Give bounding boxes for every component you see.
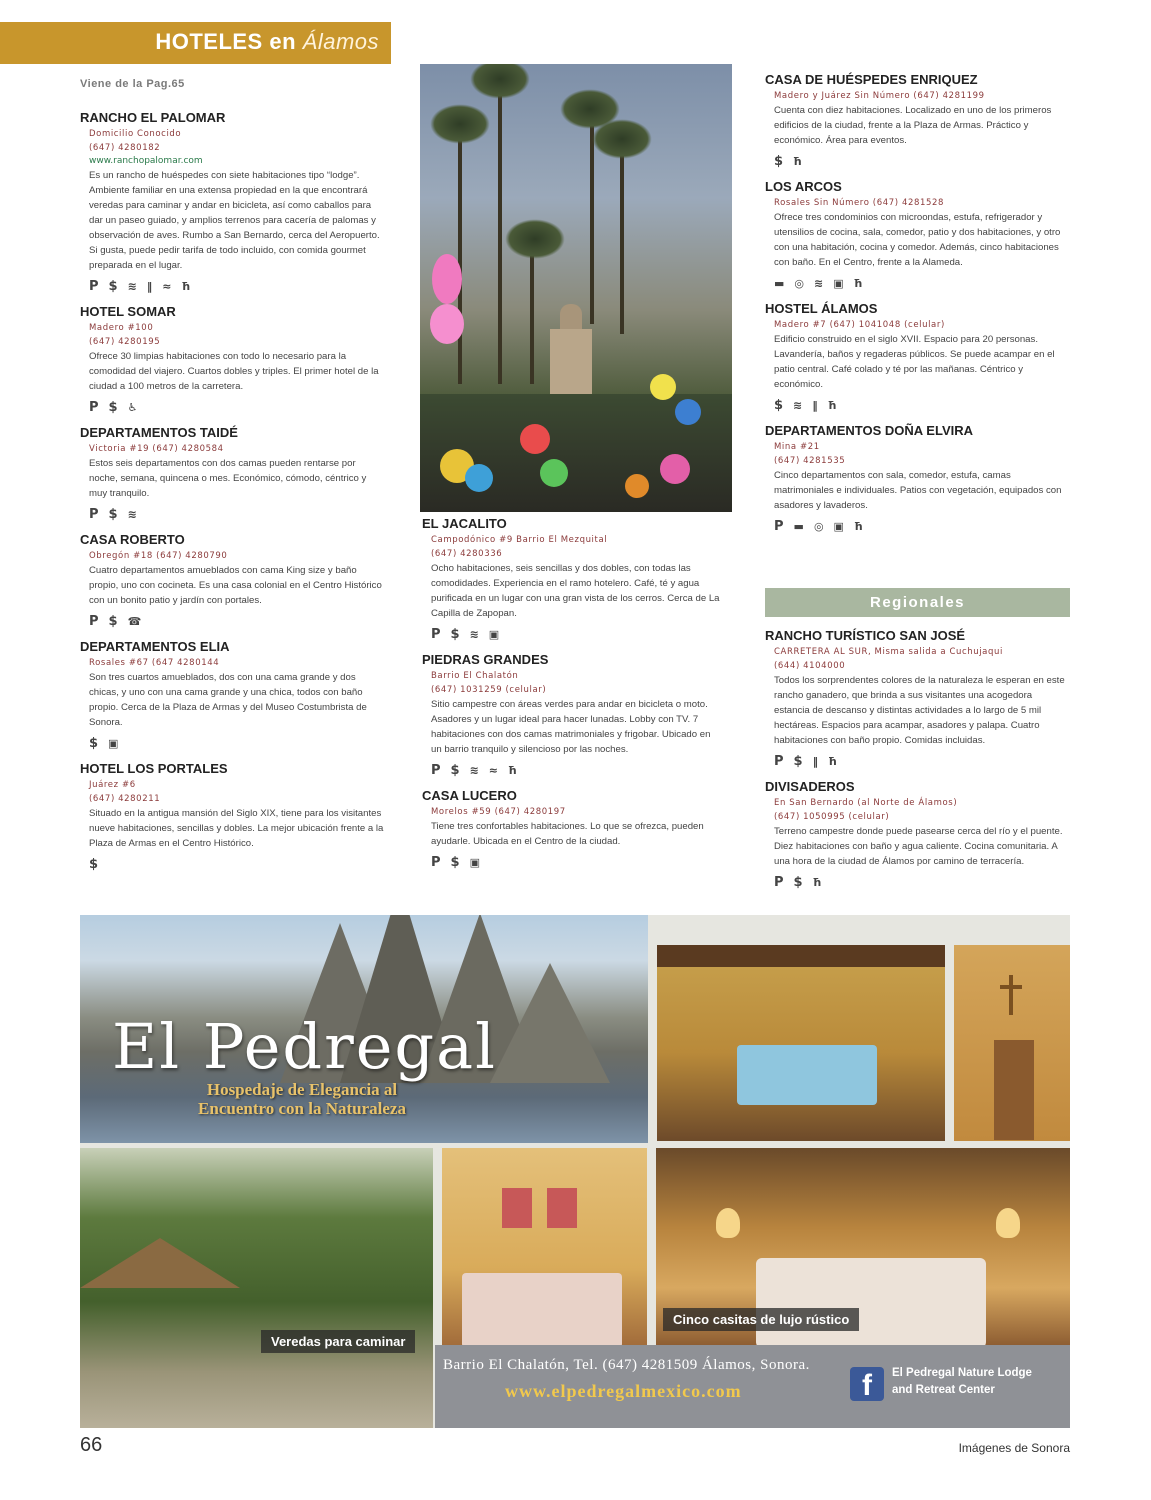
parking-icon: P: [89, 399, 99, 415]
caption-trails: Veredas para caminar: [261, 1330, 415, 1353]
amenity-icons: [774, 396, 1070, 414]
listing-body: [422, 533, 722, 643]
listing-description: Edificio construido en el siglo XVII. Espacio para 20 personas. Lavandería, baños y regaderas públicos. Se puede acampar en el patio central. Café colado y té por las mañanas. Céntrico y económico.: [774, 334, 1055, 390]
listing-name: EL JACALITO: [422, 516, 507, 531]
listing-entry: [80, 532, 385, 630]
column-middle: [422, 516, 722, 880]
ad-website-link[interactable]: www.elpedregalmexico.com: [505, 1381, 742, 1401]
listing-body: [765, 796, 1070, 891]
tv-icon: ▣: [108, 736, 119, 750]
listing-address: Campodónico #9 Barrio El Mezquital: [431, 535, 608, 545]
pets-icon: ħ: [793, 154, 802, 168]
listing-body: [765, 196, 1070, 292]
amenity-icons: [431, 761, 722, 779]
pets-icon: ħ: [827, 398, 837, 412]
pets-icon: ħ: [853, 276, 863, 290]
pool-icon: ≈: [488, 763, 499, 777]
listing-entry: [422, 516, 722, 643]
listing-address: Obregón #18 (647) 4280790: [89, 551, 228, 561]
listing-address: Rosales #67 (647 4280144: [89, 658, 220, 668]
listing-address: Victoria #19 (647) 4280584: [89, 444, 224, 454]
price-icon: $: [108, 399, 118, 415]
ad-subtitle: Hospedaje de Elegancia al Encuentro con la Naturaleza: [198, 1080, 406, 1118]
listing-entry: [422, 652, 722, 779]
amenity-icons: [774, 152, 1070, 170]
pets-icon: ħ: [853, 519, 863, 533]
amenity-icons: [431, 625, 722, 643]
listing-description: Son tres cuartos amueblados, dos con una cama grande y dos chicas, y uno con una cama grande y una chica, todos con baño propio. Cerca de la Plaza de Armas y del Museo Costumbrista de Sonora.: [89, 672, 367, 728]
section-title: HOTELES en Álamos: [155, 29, 379, 54]
section-header: [0, 22, 391, 64]
price-icon: $: [774, 153, 784, 169]
listing-body: [80, 656, 385, 752]
tv-icon: ▣: [833, 276, 844, 290]
listing-description: Tiene tres confortables habitaciones. Lo que se ofrezca, pueden ayudarle. Ubicada en el Centro de la ciudad.: [431, 821, 704, 847]
amenity-icons: [89, 612, 385, 630]
listing-address: CARRETERA AL SUR, Misma salida a Cuchujaqui: [774, 647, 1003, 657]
listing-entry: [765, 628, 1070, 770]
listing-name: DEPARTAMENTOS TAIDÉ: [80, 425, 238, 440]
wifi-icon: ≋: [793, 398, 803, 412]
parking-icon: P: [774, 753, 784, 769]
facebook-icon[interactable]: f: [850, 1367, 884, 1401]
ad-door-photo: [954, 945, 1070, 1141]
listing-description: Es un rancho de huéspedes con siete habitaciones tipo “lodge”. Ambiente familiar en una extensa propiedad en la que encontrará veredas para caminar y andar en bicicleta, así como caballos para dar un paseo guiado, y amplios terrenos para cacería de palomas y observación de aves. Rumbo a San Bernardo, cerca del Aeropuerto. Si gusta, puede pedir tarifa de todo incluido, con comida gourmet preparada en el lugar.: [89, 170, 380, 271]
tv-icon: ▣: [833, 519, 844, 533]
pool-icon: ≈: [162, 279, 172, 293]
listing-address: (647) 4280182: [89, 143, 161, 153]
listing-address: (644) 4104000: [774, 661, 846, 671]
listing-address: Domicilio Conocido: [89, 129, 182, 139]
listing-address: Madero y Juárez Sin Número (647) 4281199: [774, 91, 985, 101]
listing-body: [80, 549, 385, 630]
price-icon: $: [108, 613, 118, 629]
listing-name: HOSTEL ÁLAMOS: [765, 301, 878, 316]
parking-icon: P: [774, 518, 784, 534]
listing-name: HOTEL LOS PORTALES: [80, 761, 228, 776]
ad-address: Barrio El Chalatón, Tel. (647) 4281509 Álamos, Sonora.: [443, 1357, 810, 1373]
wifi-icon: ≋: [814, 276, 824, 290]
amenity-icons: [89, 734, 385, 752]
ad-room-photo: [442, 1148, 647, 1348]
parking-icon: P: [89, 278, 99, 294]
restaurant-icon: ‖: [812, 754, 819, 768]
amenity-icons: [89, 277, 385, 295]
card-icon: ▬: [793, 519, 804, 533]
listing-body: [765, 645, 1070, 770]
listing-name: DEPARTAMENTOS DOÑA ELVIRA: [765, 423, 974, 438]
listing-address: (647) 4280211: [89, 794, 161, 804]
listing-entry: [80, 110, 385, 295]
amenity-icons: [89, 505, 385, 523]
listing-website[interactable]: www.ranchopalomar.com: [89, 156, 203, 166]
amenity-icons: [774, 274, 1070, 292]
listing-entry: [765, 179, 1070, 292]
listing-description: Ocho habitaciones, seis sencillas y dos dobles, con todas las comodidades. Experiencia en el ramo hotelero. Café, té y agua purificada en un lugar con una gran vista de los cerros. Cerca de La Capilla de Zapopan.: [431, 563, 720, 619]
card2-icon: ◎: [813, 519, 824, 533]
listing-body: [80, 778, 385, 873]
listing-body: [765, 89, 1070, 170]
regionales-header: Regionales: [765, 588, 1070, 617]
listing-address: (647) 4280336: [431, 549, 503, 559]
amenity-icons: [774, 752, 1070, 770]
listing-name: PIEDRAS GRANDES: [422, 652, 549, 667]
listing-name: DIVISADEROS: [765, 779, 855, 794]
parking-icon: P: [431, 762, 441, 778]
listing-body: [80, 442, 385, 523]
listing-description: Todos los sorprendentes colores de la naturaleza le esperan en este rancho ganadero, que brinda a sus visitantes una acogedora estancia de descanso y distintas actividades a lo largo de 5 mil hectáreas. Espacios para acampar, asadores y palapa. Cuatro habitaciones con baño propio. Comidas incluidas.: [774, 675, 1065, 746]
listing-address: En San Bernardo (al Norte de Álamos): [774, 798, 958, 808]
phone-icon: ☎: [127, 614, 142, 628]
listing-address: (647) 1031259 (celular): [431, 685, 547, 695]
tv-icon: ▣: [469, 855, 480, 869]
price-icon: $: [793, 753, 803, 769]
listing-description: Estos seis departamentos con dos camas pueden rentarse por noche, semana, quincena o mes. Económico, cómodo, céntrico y muy tranquilo.: [89, 458, 367, 499]
card-icon: ▬: [774, 276, 785, 290]
pets-icon: ħ: [828, 754, 837, 768]
listing-description: Cuatro departamentos amueblados con cama King size y baño propio, uno con cocineta. Es una casa colonial en el Centro Histórico con un bonito patio y jardín con portales.: [89, 565, 382, 606]
listing-description: Situado en la antigua mansión del Siglo XIX, tiene para los visitantes nueve habitaciones, sencillas y dobles. La mejor ubicación frente a la Plaza de Armas en el Centro Histórico.: [89, 808, 384, 849]
amenity-icons: [774, 873, 1070, 891]
listing-name: CASA ROBERTO: [80, 532, 185, 547]
listing-entry: [80, 425, 385, 523]
price-icon: $: [450, 854, 460, 870]
price-icon: $: [450, 626, 460, 642]
amenity-icons: [774, 517, 1070, 535]
listing-name: CASA LUCERO: [422, 788, 517, 803]
listing-entry: [80, 761, 385, 873]
page-number: 66: [80, 1434, 103, 1456]
listing-name: CASA DE HUÉSPEDES ENRIQUEZ: [765, 72, 978, 87]
tv-icon: ▣: [488, 627, 500, 641]
listing-body: [765, 440, 1070, 535]
listing-description: Ofrece 30 limpias habitaciones con todo lo necesario para la comodidad del viajero. Cuartos dobles y triples. El primer hotel de la ciudad a 100 metros de la carretera.: [89, 351, 379, 392]
listing-address: Juárez #6: [89, 780, 136, 790]
listing-entry: [765, 301, 1070, 414]
card2-icon: ◎: [794, 276, 805, 290]
parking-icon: P: [431, 626, 441, 642]
listing-name: RANCHO TURÍSTICO SAN JOSÉ: [765, 628, 966, 643]
column-right: [765, 72, 1070, 544]
listing-body: [422, 805, 722, 871]
magazine-name: Imágenes de Sonora: [958, 1441, 1070, 1455]
price-icon: $: [108, 506, 118, 522]
listing-address: Rosales Sin Número (647) 4281528: [774, 198, 945, 208]
column-left: [80, 78, 385, 882]
listing-address: (647) 4280195: [89, 337, 161, 347]
amenity-icons: [89, 398, 385, 416]
advertisement: [80, 915, 1070, 1428]
listing-entry: [422, 788, 722, 871]
listing-address: Morelos #59 (647) 4280197: [431, 807, 566, 817]
listing-address: Madero #7 (647) 1041048 (celular): [774, 320, 945, 330]
listing-description: Ofrece tres condominios con microondas, estufa, refrigerador y utensilios de cocina, sala, comedor, patio y dos habitaciones, y otro con una habitación, cocina y comedor. Además, cinco habitaciones con baño. En el Centro, frente a la Alameda.: [774, 212, 1061, 268]
parking-icon: P: [431, 854, 441, 870]
price-icon: $: [774, 397, 784, 413]
ad-title: El Pedregal: [112, 1010, 497, 1083]
listing-description: Cuenta con diez habitaciones. Localizado en uno de los primeros edificios de la ciudad, frente a la Plaza de Armas. Práctico y económico. Área para eventos.: [774, 105, 1052, 146]
listing-description: Cinco departamentos con sala, comedor, estufa, camas matrimoniales e individuales. Patios con vegetación, equipados con asadores y lavaderos.: [774, 470, 1062, 511]
listing-name: RANCHO EL PALOMAR: [80, 110, 226, 125]
accessible-icon: ♿: [127, 400, 138, 414]
ad-trail-photo: [80, 1148, 433, 1428]
amenity-icons: [89, 855, 385, 873]
listing-address: Barrio El Chalatón: [431, 671, 519, 681]
listing-address: Mina #21: [774, 442, 820, 452]
wifi-icon: ≋: [127, 507, 137, 521]
amenity-icons: [431, 853, 722, 871]
price-icon: $: [89, 856, 99, 872]
parking-icon: P: [89, 506, 99, 522]
restaurant-icon: ‖: [812, 398, 818, 412]
listing-address: Madero #100: [89, 323, 154, 333]
ad-hero-image: [80, 915, 648, 1143]
listing-entry: [765, 779, 1070, 891]
listing-entry: [765, 423, 1070, 535]
listing-entry: [80, 304, 385, 416]
listing-description: Sitio campestre con áreas verdes para andar en bicicleta o moto. Asadores y un lugar ideal para hacer lunadas. Lobby con TV. 7 habitaciones con dos camas matrimoniales y frigobar. Ubicado en un barrio tranquilo y silencioso por las noches.: [431, 699, 711, 755]
listing-body: [422, 669, 722, 779]
wifi-icon: ≋: [469, 627, 479, 641]
listing-address: (647) 4281535: [774, 456, 846, 466]
column-regionales: [765, 628, 1070, 900]
plaza-photo: [420, 64, 732, 512]
listing-body: [80, 127, 385, 295]
price-icon: $: [108, 278, 118, 294]
pets-icon: ħ: [508, 763, 517, 777]
caption-casitas: Cinco casitas de lujo rústico: [663, 1308, 859, 1331]
restaurant-icon: ‖: [146, 279, 153, 293]
ad-contact-bar: [435, 1345, 1070, 1428]
listing-body: [765, 318, 1070, 414]
pets-icon: ħ: [181, 279, 191, 293]
price-icon: $: [793, 874, 803, 890]
listing-description: Terreno campestre donde puede pasearse cerca del río y el puente. Diez habitaciones con baño y agua caliente. Cocina comunitaria. A una hora de la ciudad de Álamos por camino de terracería.: [774, 826, 1063, 867]
wifi-icon: ≋: [469, 763, 479, 777]
listing-name: HOTEL SOMAR: [80, 304, 176, 319]
listing-body: [80, 321, 385, 416]
ad-bedroom-photo: [657, 945, 945, 1141]
listing-name: DEPARTAMENTOS ELIA: [80, 639, 230, 654]
listing-address: (647) 1050995 (celular): [774, 812, 890, 822]
listing-entry: [80, 639, 385, 752]
parking-icon: P: [89, 613, 99, 629]
pets-icon: ħ: [812, 875, 822, 889]
price-icon: $: [450, 762, 460, 778]
listing-entry: [765, 72, 1070, 170]
parking-icon: P: [774, 874, 784, 890]
facebook-page-name[interactable]: El Pedregal Nature Lodge and Retreat Center: [892, 1367, 1032, 1396]
price-icon: $: [89, 735, 99, 751]
continued-note: Viene de la Pag.65: [80, 78, 185, 90]
listing-name: LOS ARCOS: [765, 179, 842, 194]
wifi-icon: ≋: [127, 279, 137, 293]
